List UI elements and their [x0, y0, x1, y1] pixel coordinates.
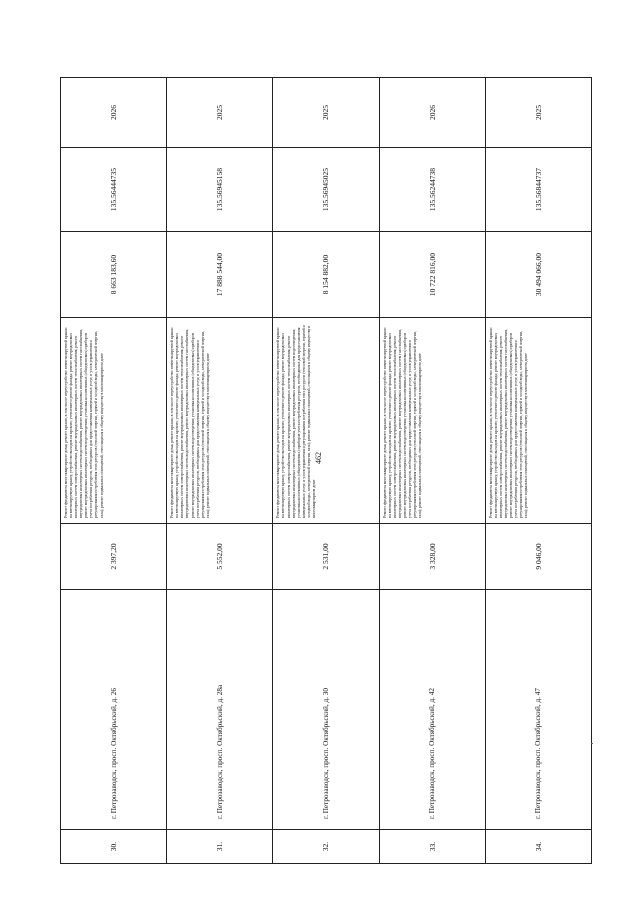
row-number: 34. — [485, 830, 591, 864]
works-cell: Ремонт фундамента многоквартирного дома; ремонт крыши, в том числе переустройство невентилируемой крыши на вентилируемую крышу, устройство выходов на кровлю; утепление и ремонт фасада; ремонт внутридомовых инженерных систем электроснабжения, ремонт внутридомовых инженерных систем теплоснабжения, ремонт внутридомовых инженерных систем водоснабжения, ремонт внутридомовых инженерных систем газоснабжения, ремонт внутридомовых инженерных систем водоотведения; установка коллективных (общедомовых) приборов учета потребления ресурсов, необходимых для предоставления коммунальных услуг, и узлов управления и регулирования потребления этих ресурсов (тепловой энергии, горячей и холодной воды, электрической энергии, газа); ремонт подвальных помещений, относящихся к общему имуществу в многоквартирном доме — [379, 318, 485, 524]
code-cell: 135.56244738 — [379, 148, 485, 232]
document-body — [60, 78, 592, 864]
cost-cell: 8 154 882,00 — [273, 232, 379, 318]
works-cell: Ремонт фундамента многоквартирного дома; ремонт крыши, в том числе переустройство невентилируемой крыши на вентилируемую крышу, устройство выходов на кровлю; утепление и ремонт фасада; ремонт внутридомовых инженерных систем электроснабжения, ремонт внутридомовых инженерных систем теплоснабжения, ремонт внутридомовых инженерных систем водоснабжения, ремонт внутридомовых инженерных систем газоснабжения, ремонт внутридомовых инженерных систем водоотведения; установка коллективных (общедомовых) приборов учета потребления ресурсов, необходимых для предоставления коммунальных услуг, и узлов управления и регулирования потребления этих ресурсов (тепловой энергии, горячей и холодной воды, электрической энергии, газа); ремонт подвальных помещений, относящихся к общему имуществу в многоквартирном доме — [167, 318, 273, 524]
row-number: 31. — [167, 830, 273, 864]
table-row — [61, 78, 167, 864]
row-number: 33. — [379, 830, 485, 864]
year-cell: 2026 — [379, 78, 485, 148]
code-cell: 135.56945025 — [273, 148, 379, 232]
page-number: 462 — [314, 452, 323, 464]
table-row — [485, 78, 591, 864]
year-cell: 2026 — [61, 78, 167, 148]
rotated-table-frame — [60, 78, 592, 864]
row-number: 32. — [273, 830, 379, 864]
area-cell: 2 531,00 — [273, 524, 379, 590]
code-cell: 135.56945158 — [167, 148, 273, 232]
year-cell: 2025 — [167, 78, 273, 148]
row-number: 30. — [61, 830, 167, 864]
address-cell: г. Петрозаводск, просп. Октябрьский, д. 47 — [485, 590, 591, 830]
year-cell: 2025 — [485, 78, 591, 148]
works-cell: Ремонт фундамента многоквартирного дома; ремонт крыши, в том числе переустройство невентилируемой крыши на вентилируемую крышу, устройство выходов на кровлю; утепление и ремонт фасада; ремонт внутридомовых инженерных систем электроснабжения, ремонт внутридомовых инженерных систем теплоснабжения, ремонт внутридомовых инженерных систем водоснабжения, ремонт внутридомовых инженерных систем газоснабжения, ремонт внутридомовых инженерных систем водоотведения; установка коллективных (общедомовых) приборов учета потребления ресурсов, необходимых для предоставления коммунальных услуг, и узлов управления и регулирования потребления этих ресурсов (тепловой энергии, горячей и холодной воды, электрической энергии, газа); ремонт подвальных помещений, относящихся к общему имуществу в многоквартирном доме — [61, 318, 167, 524]
address-cell: г. Петрозаводск, просп. Октябрьский, д. 30 — [273, 590, 379, 830]
year-cell: 2025 — [273, 78, 379, 148]
table-row — [379, 78, 485, 864]
cost-cell: 30 494 066,00 — [485, 232, 591, 318]
capital-repair-table — [60, 77, 592, 864]
code-cell: 135.56844737 — [485, 148, 591, 232]
works-cell: Ремонт фундамента многоквартирного дома; ремонт крыши, в том числе переустройство невентилируемой крыши на вентилируемую крышу, устройство выходов на кровлю; утепление и ремонт фасада; ремонт внутридомовых инженерных систем электроснабжения, ремонт внутридомовых инженерных систем теплоснабжения, ремонт внутридомовых инженерных систем водоснабжения, ремонт внутридомовых инженерных систем газоснабжения, ремонт внутридомовых инженерных систем водоотведения; установка коллективных (общедомовых) приборов учета потребления ресурсов, необходимых для предоставления коммунальных услуг, и узлов управления и регулирования потребления этих ресурсов (тепловой энергии, горячей и холодной воды, электрической энергии, газа); ремонт подвальных помещений, относящихся к общему имуществу в многоквартирном доме — [485, 318, 591, 524]
code-cell: 135.56444735 — [61, 148, 167, 232]
address-cell: г. Петрозаводск, просп. Октябрьский, д. 28а — [167, 590, 273, 830]
works-cell: Ремонт фундамента многоквартирного дома; ремонт крыши, в том числе переустройство невентилируемой крыши на вентилируемую крышу, устройство выходов на кровлю; утепление и ремонт фасада; ремонт внутридомовых инженерных систем электроснабжения, ремонт внутридомовых инженерных систем теплоснабжения, ремонт внутридомовых инженерных систем водоснабжения, ремонт внутридомовых инженерных систем водоотведения; установка коллективных (общедомовых) приборов учета потребления ресурсов, необходимых для предоставления коммунальных услуг, и узлов управления и регулирования потребления этих ресурсов (тепловой энергии, горячей и холодной воды, электрической энергии, газа); ремонт подвальных помещений, относящихся к общему имуществу в многоквартирном доме — [273, 318, 379, 524]
area-cell: 3 328,00 — [379, 524, 485, 590]
address-cell: г. Петрозаводск, просп. Октябрьский, д. 26 — [61, 590, 167, 830]
cost-cell: 17 888 544,00 — [167, 232, 273, 318]
table-row — [167, 78, 273, 864]
address-cell: г. Петрозаводск, просп. Октябрьский, д. 42 — [379, 590, 485, 830]
cost-cell: 10 722 816,00 — [379, 232, 485, 318]
scan-speck — [591, 743, 593, 744]
area-cell: 2 397,20 — [61, 524, 167, 590]
area-cell: 5 552,00 — [167, 524, 273, 590]
area-cell: 9 046,00 — [485, 524, 591, 590]
cost-cell: 8 663 183,60 — [61, 232, 167, 318]
table-row — [273, 78, 379, 864]
